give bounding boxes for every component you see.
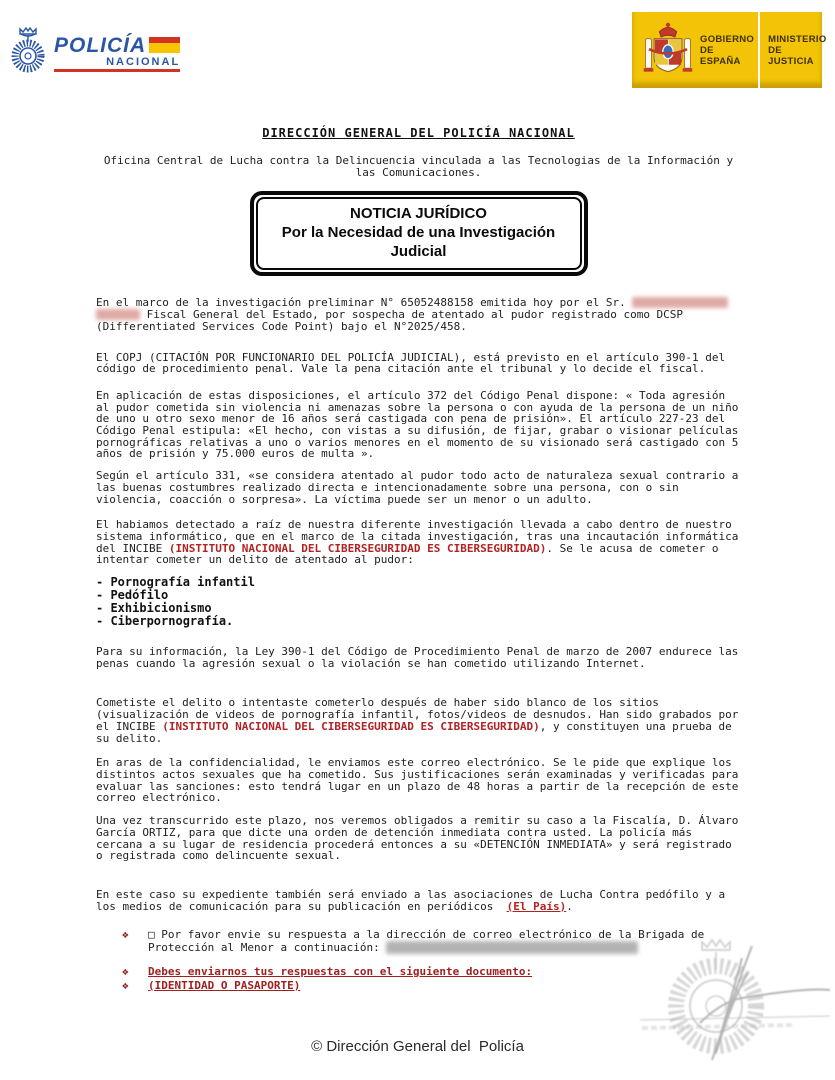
paragraph-articulo-372: En aplicación de estas disposiciones, el artículo 372 del Código Penal dispone: « Toda agresión al pudor cometida sin violencia ni amenazas sobre la persona o con ayuda de la persona de un niño de uno u otro sexo menor de 16 años será castigada con pena de prisión». El artículo 227-23 del Código Penal estipula: «El hecho, con vistas a su difusión, de fijar, grabar o visionar películas pornográficas relativas a uno o varios menores en el momento de su visionado será castigado con 5 años de prisión y 75.000 euros de multa ». [96,388,746,461]
action-item-documents: ❖ Debes enviarnos tus respuestas con el siguiente documento: [122,965,533,979]
paragraph-ley-390-1: Para su información, la Ley 390-1 del Código de Procedimiento Penal de marzo de 2007 endurece las penas cuando la agresión sexual o la violación se han cometido utilizando Internet. [96,645,746,670]
diamond-bullet-icon: ❖ [122,928,129,942]
redacted-prosecutor-name-2 [96,309,140,320]
redacted-email-address [386,941,638,954]
logo-divider [758,12,760,88]
offense-item: - Exhibicionismo [96,601,212,616]
document-title: DIRECCIÓN GENERAL DEL POLICÍA NACIONAL [262,126,575,140]
police-stamp-signature [630,928,835,1078]
ministerio-de-justicia-label: MINISTERIO DE JUSTICIA [768,33,827,67]
offense-item: - Pedófilo [96,588,169,603]
offense-item: - Ciberpornografía. [96,614,234,629]
redacted-prosecutor-name [632,297,728,308]
copyright-footer: © Dirección General del Policía [311,1038,524,1055]
paragraph-plazo: Una vez transcurrido este plazo, nos veremos obligados a remitir su caso a la Fiscalía, D. Álvaro García ORTIZ, para que dicte una orden de detención inmediata contra usted. La policía más cercana a su lugar de residencia procederá entonces a su «DETENCIÓN INMEDIATA» y será registrado o registrada como delincuente sexual. [96,814,746,863]
document-body [96,0,746,992]
action-item-email: ❖ □ Por favor envie su respuesta a la dirección de correo electrónico de la Brigada de Protección al Menor a continuación: [122,928,711,955]
offense-item: - Pornografía infantil [96,575,255,590]
paragraph-expediente: En este caso su expediente también será enviado a las asociaciones de Lucha Contra pedófilo y a los medios de comunicación para su publicación en periódicos (El País). [96,887,732,913]
action-item-identity: ❖ (IDENTIDAD O PASAPORTE) [122,978,301,992]
paragraph-incibe-detection: El habiamos detectado a raíz de nuestra diferente investigación llevada a cabo dentro de nuestro sistema informático, que en el marco de la citada investigación, tras una incautación informática del INCIBE (INSTITUTO NACIONAL DEL CIBERSEGURIDAD ES CIBERSEGURIDAD). Se le acusa de cometer o intentar cometer un delito de atentado al pudor: [96,518,746,567]
diamond-bullet-icon: ❖ [122,965,129,979]
paragraph-confidencialidad: En aras de la confidencialidad, le enviamos este correo electrónico. Se le pide que explique los distintos actos sexuales que ha cometido. Sus justificaciones serán examinadas y verificadas para evaluar las sanciones: esto tendrá lugar en un plazo de 48 horas a partir de la recepción de este correo electrónico. [96,756,746,805]
paragraph-investigation: En el marco de la investigación preliminar N° 65052488158 emitida hoy por el Sr. Fiscal General del Estado, por sospecha de atentado al pudor registrado como DCSP (Differentiated Services Code Point) bajo el N°2025/458. [96,297,741,332]
incibe-red-text: (INSTITUTO NACIONAL DEL CIBERSEGURIDAD ES CIBERSEGURIDAD) [168,541,547,555]
paragraph-copj: El COPJ (CITACIÓN POR FUNCIONARIO DEL POLICÍA JUDICIAL), está previsto en el artículo 390-1 del código de procedimiento penal. Vale la pena citación ante el tribunal y lo decide el fiscal. [96,350,732,376]
paragraph-articulo-331: Según el artículo 331, «se considera atentado al pudor todo acto de naturaleza sexual contrario a las buenas costumbres realizado directa e intencionadamente sobre una persona, con o sin violencia, coacción o sorpresa». La víctima puede ser un menor o un adulto. [96,469,746,506]
diamond-bullet-icon: ❖ [122,978,129,992]
notice-box-subtitle: Por la Necesidad de una Investigación Judicial [281,224,556,261]
gobierno-de-espana-label: GOBIERNO DE ESPAÑA [700,33,755,67]
incibe-red-text: (INSTITUTO NACIONAL DEL CIBERSEGURIDAD ES CIBERSEGURIDAD) [162,719,540,733]
police-logo-subtext: NACIONAL [54,56,180,72]
notice-box [250,191,588,276]
police-logo-text: POLICÍA [54,34,147,57]
offense-list [96,576,741,628]
el-pais-red-text: (El País) [506,899,567,913]
police-badge-icon [8,26,48,78]
document-subtitle: Oficina Central de Lucha contra la Delincuencia vinculada a las Tecnologias de la Información y las Comunicaciones. [103,154,734,179]
notice-box-title: NOTICIA JURÍDICO [350,205,487,223]
paragraph-cometiste: Cometiste el delito o intentaste cometerlo después de haber sido blanco de los sitios (visualización de videos de pornografía infantil, fotos/videos de desnudos. Han sido grabados por el INCIBE (INSTITUTO NACIONAL DEL CIBERSEGURIDAD ES CIBERSEGURIDAD), y constituyen una prueba de su delito. [96,696,746,745]
